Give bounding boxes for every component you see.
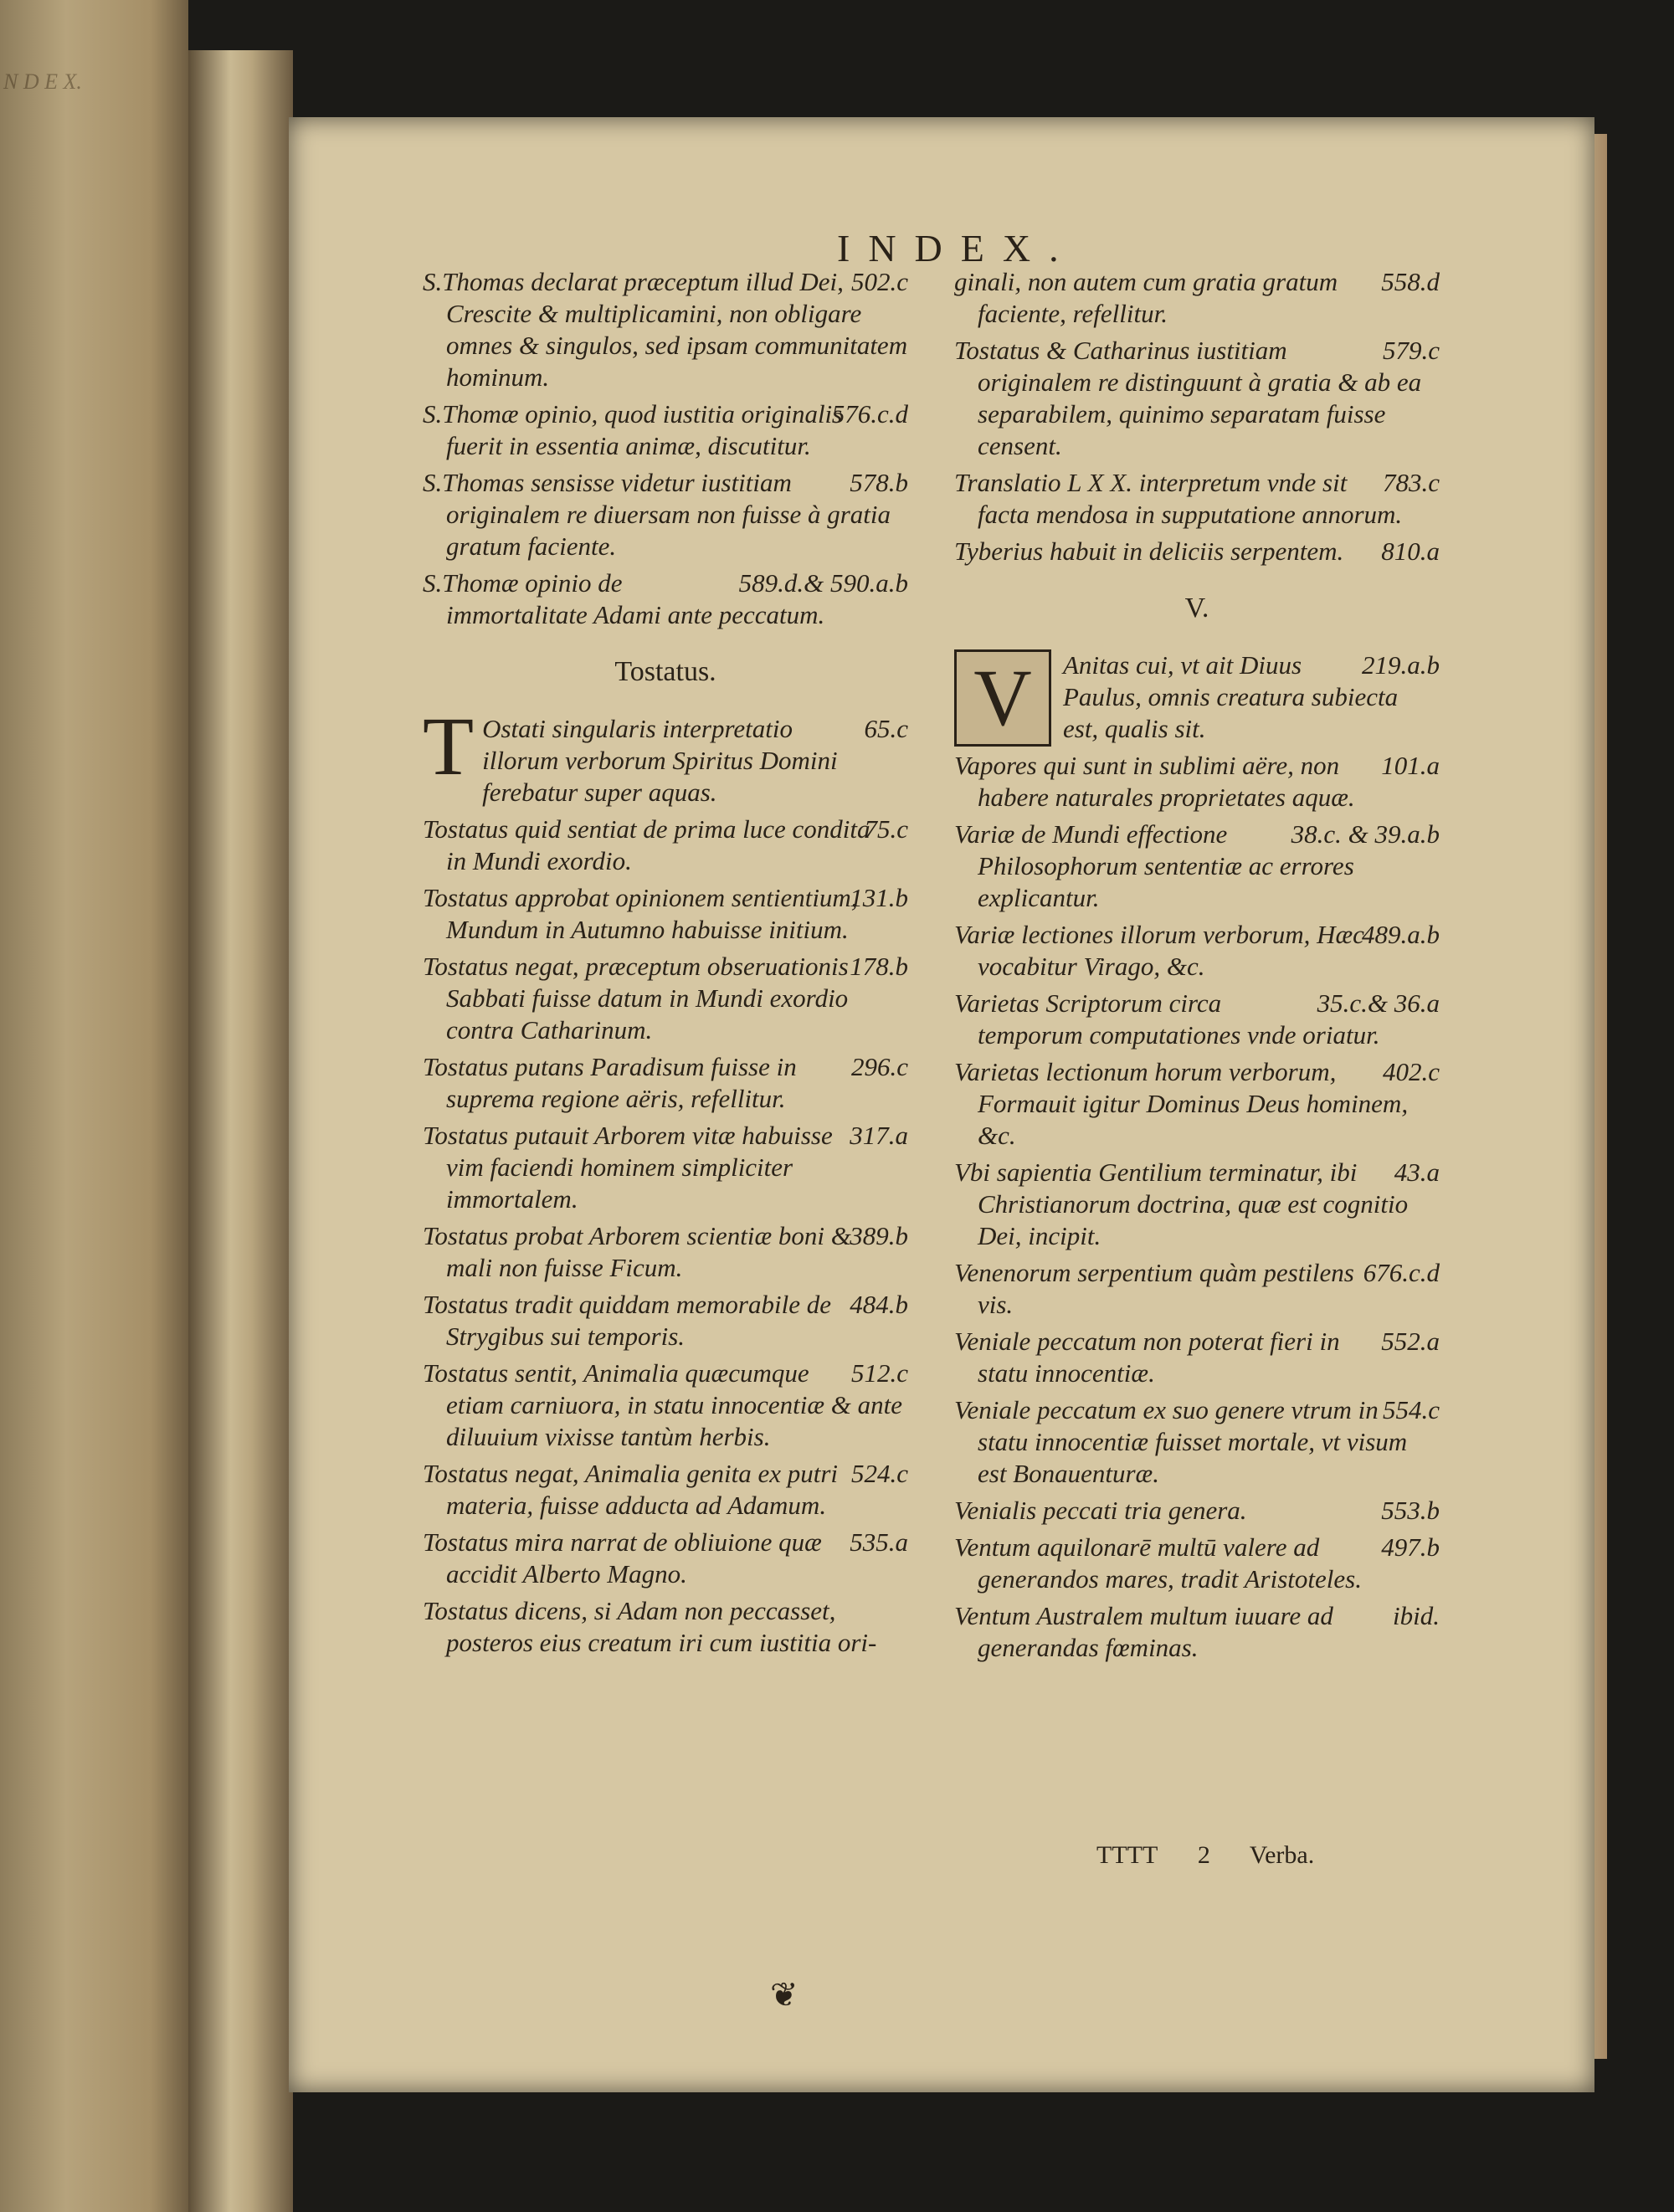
entry-page-ref: 783.c: [1382, 468, 1440, 497]
index-entry: [423, 951, 908, 1046]
entry-page-ref: 402.c: [1382, 1057, 1440, 1086]
entry-page-ref: 38.c. & 39.a.b: [1291, 819, 1440, 849]
catchword: Verba.: [1249, 1841, 1315, 1869]
entry-text: S.Thomæ opinio, quod iustitia originalis fuerit in essentia animæ, discutitur.: [423, 399, 843, 460]
index-entry: [954, 1532, 1440, 1595]
index-entry: [423, 567, 908, 631]
entry-page-ref: 502.c: [850, 267, 908, 296]
entry-text: Tostatus mira narrat de obliuione quæ accidit Alberto Magno.: [423, 1527, 822, 1588]
entry-text: Tostatus sentit, Animalia quæcumque etiam carniuora, in statu innocentiæ & ante diluuium vixisse tantùm herbis.: [423, 1358, 903, 1451]
index-entry: [954, 1600, 1440, 1664]
entry-page-ref: 65.c: [864, 714, 908, 743]
left-page-text: N D E X.: [3, 69, 82, 94]
index-entry: [423, 813, 908, 877]
entry-text: Vapores qui sunt in sublimi aëre, non habere naturales proprietates aquæ.: [954, 751, 1355, 812]
entry-page-ref: 578.b: [850, 468, 908, 497]
entry-page-ref: 579.c: [1382, 336, 1440, 365]
book-gutter: [188, 50, 293, 2212]
entry-text: Tostatus probat Arborem scientiæ boni & mali non fuisse Ficum.: [423, 1221, 851, 1282]
section-heading-v: V.: [1184, 593, 1209, 624]
index-entry: [954, 335, 1440, 462]
index-entry: [423, 1289, 908, 1352]
entry-text: Vbi sapientia Gentilium terminatur, ibi Christianorum doctrina, quæ est cognitio Dei, incipit.: [954, 1157, 1409, 1250]
entry-page-ref: 296.c: [850, 1052, 908, 1081]
entry-text: Tostatus approbat opinionem sentientium, Mundum in Autumno habuisse initium.: [423, 883, 858, 944]
entry-page-ref: 512.c: [850, 1358, 908, 1388]
index-entry: [954, 919, 1440, 983]
ornament-icon: ❦: [770, 1976, 798, 2014]
decorated-initial: T: [423, 700, 475, 793]
entry-page-ref: 484.b: [850, 1290, 908, 1319]
entry-page-ref: 554.c: [1382, 1395, 1440, 1424]
index-entry: [954, 750, 1440, 813]
left-page: [0, 0, 188, 2212]
entry-page-ref: 676.c.d: [1363, 1258, 1440, 1287]
entry-page-ref: 810.a: [1381, 536, 1440, 566]
entry-text: Variæ lectiones illorum verborum, Hæc vocabitur Virago, &c.: [954, 920, 1364, 981]
index-entry: [954, 1495, 1440, 1527]
index-entry: [954, 1394, 1440, 1490]
entry-text: Tyberius habuit in deliciis serpentem.: [954, 536, 1344, 566]
index-entry: [423, 1595, 908, 1659]
entry-page-ref: 389.b: [850, 1221, 908, 1250]
index-entry: [423, 398, 908, 462]
entry-page-ref: 552.a: [1381, 1327, 1440, 1356]
entry-page-ref: 219.a.b: [1362, 650, 1440, 680]
entry-page-ref: 535.a: [850, 1527, 908, 1557]
index-entry: [423, 467, 908, 562]
entry-page-ref: 75.c: [864, 814, 908, 844]
entry-text: Veniale peccatum non poterat fieri in statu innocentiæ.: [954, 1327, 1340, 1388]
entry-text: Anitas cui, vt ait Diuus Paulus, omnis creatura subiecta est, qualis sit.: [1063, 650, 1399, 743]
index-entry: [423, 1120, 908, 1215]
index-entry: [954, 988, 1440, 1051]
index-entry: [423, 1458, 908, 1522]
entry-page-ref: 489.a.b: [1362, 920, 1440, 949]
signature-number: 2: [1197, 1841, 1210, 1869]
entry-text: Varietas lectionum horum verborum, Formauit igitur Dominus Deus hominem, &c.: [954, 1057, 1409, 1150]
index-entry: [954, 1257, 1440, 1321]
entry-page-ref: 558.d: [1381, 267, 1440, 296]
entry-page-ref: 553.b: [1381, 1496, 1440, 1525]
decorated-initial: V: [954, 649, 1051, 747]
entry-text: Translatio L X X. interpretum vnde sit facta mendosa in supputatione annorum.: [954, 468, 1403, 529]
entry-text: Venialis peccati tria genera.: [954, 1496, 1247, 1525]
entry-text: Tostatus negat, præceptum obseruationis Sabbati fuisse datum in Mundi exordio contra Catharinum.: [423, 952, 849, 1044]
entry-page-ref: ibid.: [1393, 1601, 1440, 1630]
entry-text: Tostatus tradit quiddam memorabile de Strygibus sui temporis.: [423, 1290, 831, 1351]
entry-text: Tostatus & Catharinus iustitiam originalem re distinguunt à gratia & ab ea separabilem, quinimo separatam fuisse censent.: [954, 336, 1422, 460]
entry-text: Ventum Australem multum iuuare ad generandas fœminas.: [954, 1601, 1333, 1662]
entry-text: Varietas Scriptorum circa temporum computationes vnde oriatur.: [954, 988, 1380, 1050]
entry-text: S.Thomas declarat præceptum illud Dei, Crescite & multiplicamini, non obligare omnes & singulos, sed ipsam communitatem hominum.: [423, 267, 908, 392]
entry-page-ref: 317.a: [850, 1121, 908, 1150]
entry-text: Venenorum serpentium quàm pestilens vis.: [954, 1258, 1354, 1319]
index-entry: [423, 1220, 908, 1284]
index-entry: [954, 649, 1440, 745]
entry-text: Ventum aquilonarē multū valere ad generandos mares, tradit Aristoteles.: [954, 1532, 1362, 1594]
index-entry: [423, 700, 908, 808]
page-footer: [1096, 1841, 1431, 1870]
entry-page-ref: 35.c.& 36.a: [1317, 988, 1440, 1018]
entry-page-ref: 43.a: [1394, 1157, 1440, 1187]
section-heading-tostatus: Tostatus.: [614, 656, 716, 687]
signature-mark: TTTT: [1096, 1841, 1158, 1869]
right-column: [954, 266, 1440, 1669]
index-entry: [954, 1056, 1440, 1152]
entry-text: Tostatus putans Paradisum fuisse in suprema regione aëris, refellitur.: [423, 1052, 797, 1113]
entry-page-ref: 576.c.d: [831, 399, 908, 429]
entry-page-ref: 178.b: [850, 952, 908, 981]
index-entry: [954, 467, 1440, 531]
entry-text: ginali, non autem cum gratia gratum faciente, refellitur.: [954, 267, 1338, 328]
entry-text: Variæ de Mundi effectione Philosophorum sententiæ ac errores explicantur.: [954, 819, 1354, 912]
entry-page-ref: 131.b: [850, 883, 908, 912]
index-entry: [423, 266, 908, 393]
index-entry: [954, 266, 1440, 330]
entry-page-ref: 524.c: [850, 1459, 908, 1488]
entry-text: S.Thomas sensisse videtur iustitiam originalem re diuersam non fuisse à gratia gratum faciente.: [423, 468, 891, 561]
entry-page-ref: 101.a: [1381, 751, 1440, 780]
entry-page-ref: 589.d.& 590.a.b: [738, 568, 908, 598]
page-header: INDEX.: [837, 227, 1077, 269]
entry-text: Tostatus putauit Arborem vitæ habuisse vim faciendi hominem simpliciter immortalem.: [423, 1121, 833, 1214]
entry-text: Tostatus dicens, si Adam non peccasset, posteros eius creatum iri cum iustitia ori-: [423, 1596, 877, 1657]
entry-text: Tostatus negat, Animalia genita ex putri materia, fuisse adducta ad Adamum.: [423, 1459, 839, 1520]
index-entry: [423, 1527, 908, 1590]
index-entry: [423, 1357, 908, 1453]
entry-page-ref: 497.b: [1381, 1532, 1440, 1562]
index-entry: [423, 882, 908, 946]
entry-text: S.Thomæ opinio de immortalitate Adami ante peccatum.: [423, 568, 825, 629]
index-entry: [954, 1157, 1440, 1252]
index-entry: [954, 1326, 1440, 1389]
entry-text: Ostati singularis interpretatio illorum verborum Spiritus Domini ferebatur super aquas.: [482, 714, 838, 807]
index-entry: [954, 536, 1440, 567]
entry-text: Veniale peccatum ex suo genere vtrum in statu innocentiæ fuisset mortale, vt visum est Bonauenturæ.: [954, 1395, 1408, 1488]
left-column: [423, 266, 908, 1664]
entry-text: Tostatus quid sentiat de prima luce condita in Mundi exordio.: [423, 814, 870, 875]
index-entry: [954, 819, 1440, 914]
index-entry: [423, 1051, 908, 1115]
